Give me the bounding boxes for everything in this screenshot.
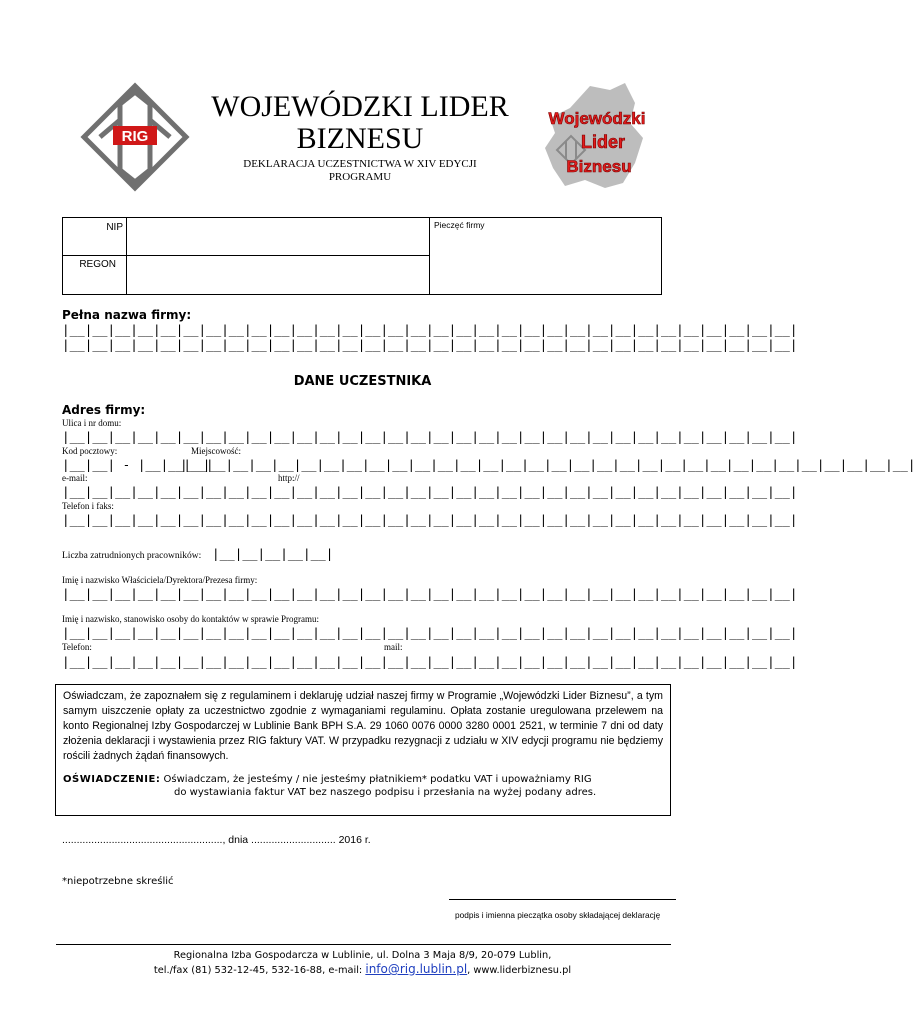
postal-boxes[interactable]: |__|__| - |__|__|__| [62, 457, 214, 472]
owner-boxes[interactable]: |__|__|__|__|__|__|__|__|__|__|__|__|__|__|__|__|__|__|__|__|__|__|__|__|__|__|__|__|__|__|__|__| [62, 586, 798, 601]
street-label: Ulica i nr domu: [62, 418, 122, 428]
email-www-boxes[interactable]: |__|__|__|__|__|__|__|__|__|__|__|__|__|__|__|__|__|__|__|__|__|__|__|__|__|__|__|__|__|__|__|__| [62, 484, 798, 499]
full-name-label: Pełna nazwa firmy: [62, 308, 192, 322]
footer-email-link[interactable]: info@rig.lublin.pl [365, 962, 468, 976]
statement-line2: do wystawiania faktur VAT bez naszego podpisu i przesłania na wyżej podany adres. [174, 787, 597, 798]
page-title-line2: BIZNESU [296, 122, 424, 155]
subtitle-line1: DEKLARACJA UCZESTNICTWA W XIV EDYCJI [243, 158, 477, 170]
email-label: e-mail: [62, 473, 88, 483]
mail-label: mail: [384, 642, 403, 652]
street-boxes[interactable]: |__|__|__|__|__|__|__|__|__|__|__|__|__|__|__|__|__|__|__|__|__|__|__|__|__|__|__|__|__|__|__|__| [62, 429, 798, 444]
svg-text:RIG: RIG [121, 128, 149, 145]
svg-text:Biznesu: Biznesu [566, 157, 632, 176]
contact-boxes[interactable]: |__|__|__|__|__|__|__|__|__|__|__|__|__|__|__|__|__|__|__|__|__|__|__|__|__|__|__|__|__|__|__|__| [62, 625, 798, 640]
address-label: Adres firmy: [62, 403, 146, 417]
section-heading: DANE UCZESTNIKA [293, 374, 432, 389]
phone-label: Telefon: [62, 642, 92, 652]
phone-mail-boxes[interactable]: |__|__|__|__|__|__|__|__|__|__|__|__|__|__|__|__|__|__|__|__|__|__|__|__|__|__|__|__|__|__|__|__| [62, 654, 798, 669]
footer-phone: tel./fax (81) 532-12-45, 532-16-88, e-mail: [153, 965, 366, 976]
footer-address: Regionalna Izba Gospodarcza w Lublinie, ul. Dolna 3 Maja 8/9, 20-079 Lublin, [173, 950, 552, 961]
company-id-table [62, 217, 662, 295]
city-boxes[interactable]: |__|__|__|__|__|__|__|__|__|__|__|__|__|__|__|__|__|__|__|__|__|__|__|__|__|__|__|__|__|__|__|__| [180, 457, 915, 472]
nip-field[interactable] [127, 218, 430, 256]
employees-label: Liczba zatrudnionych pracowników: [62, 551, 202, 561]
svg-text:Wojewódzki: Wojewódzki [548, 109, 646, 128]
city-label: Miejscowość: [191, 446, 241, 456]
employees-boxes[interactable]: |__|__|__|__|__| [212, 546, 334, 561]
phone-fax-label: Telefon i faks: [62, 501, 114, 511]
signature-line[interactable] [449, 899, 676, 900]
footer-rule [56, 944, 671, 945]
full-name-row-2[interactable]: |__|__|__|__|__|__|__|__|__|__|__|__|__|__|__|__|__|__|__|__|__|__|__|__|__|__|__|__|__|__|__|__| [62, 337, 798, 352]
statement-line1: Oświadczam, że jesteśmy / nie jesteśmy płatnikiem* podatku VAT i upoważniamy RIG [163, 774, 592, 785]
http-label: http:// [278, 473, 300, 483]
vat-statement [63, 773, 663, 799]
regon-label: REGON [63, 256, 127, 295]
footer-contact [0, 962, 725, 976]
subtitle-line2: PROGRAMU [328, 171, 392, 183]
statement-label: OŚWIADCZENIE: [63, 774, 161, 785]
declaration-text: Oświadczam, że zapoznałem się z regulaminem i deklaruję udział naszej firmy w Programie „Wojewódzki Lider Biznesu”, a tym samym uiszczenie opłaty za uczestnictwo zgodnie z wymaganiami regulaminu. Opłata zostanie uregulowana przelewem na konto Regionalnej Izby Gospodarczej w Lublinie Bank BPH S.A. 29 1060 0076 0000 3280 0001 2521, w terminie 7 dni od daty złożenia deklaracji i wystawienia przez RIG faktury VAT. W przypadku rezygnacji z udziału w XIV edycji programu nie będziemy rościli żadnych żądań finansowych. [63, 690, 663, 762]
nip-label: NIP [63, 218, 127, 256]
program-logo [535, 78, 655, 193]
phone-fax-boxes[interactable]: |__|__|__|__|__|__|__|__|__|__|__|__|__|__|__|__|__|__|__|__|__|__|__|__|__|__|__|__|__|__|__|__| [62, 512, 798, 527]
stamp-area[interactable] [430, 218, 662, 295]
postal-label: Kod pocztowy: [62, 446, 118, 456]
signature-caption: podpis i imienna pieczątka osoby składającej deklarację [455, 910, 661, 920]
full-name-row-1[interactable]: |__|__|__|__|__|__|__|__|__|__|__|__|__|__|__|__|__|__|__|__|__|__|__|__|__|__|__|__|__|__|__|__| [62, 322, 798, 337]
svg-text:Lider: Lider [580, 132, 626, 152]
rig-logo-icon [80, 82, 190, 192]
date-line[interactable]: ......................................................., dnia ............................. 2016 r. [62, 834, 371, 846]
stamp-label: Pieczęć firmy [434, 220, 485, 230]
regon-field[interactable] [127, 256, 430, 295]
map-logo-icon [535, 78, 655, 193]
contact-label: Imię i nazwisko, stanowisko osoby do kontaktów w sprawie Programu: [62, 614, 319, 624]
declaration-box [55, 684, 671, 816]
footnote: *niepotrzebne skreślić [62, 876, 174, 887]
owner-label: Imię i nazwisko Właściciela/Dyrektora/Prezesa firmy: [62, 575, 258, 585]
page-title-line1: WOJEWÓDZKI LIDER [211, 90, 509, 123]
rig-logo [80, 82, 190, 192]
footer-website[interactable]: , www.liderbiznesu.pl [467, 965, 572, 976]
